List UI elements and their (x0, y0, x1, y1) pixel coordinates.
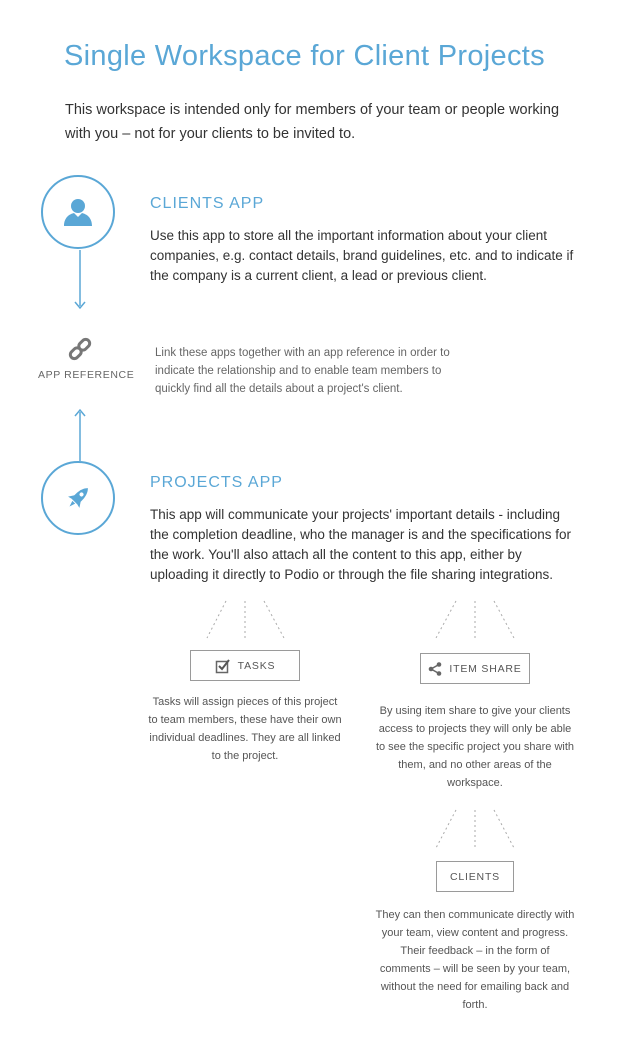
tasks-box (190, 650, 300, 681)
clients-fan-lines (436, 810, 514, 848)
clients-app-circle (41, 175, 115, 249)
tasks-label: TASKS (237, 659, 276, 672)
page-title: Single Workspace for Client Projects (64, 40, 545, 72)
app-reference-body: Link these apps together with an app reference in order to indicate the relationship and to enable team members to quickly find all the details about a project's client. (155, 347, 450, 395)
item-share-label: ITEM SHARE (449, 662, 522, 675)
clients-box (436, 861, 514, 892)
clients-body: They can then communicate directly with your team, view content and progress. Their feedback – in the form of comments – will be seen by your team, without the need for emailing back and forth. (375, 909, 575, 1011)
clients-app-heading: CLIENTS APP (150, 195, 265, 212)
person-icon (61, 195, 95, 229)
rocket-icon (61, 481, 95, 515)
projects-app-body: This app will communicate your projects' important details - including the completion deadline, who the manager is and the specifications for the work. You'll also attach all the content to this app, either by uploading it directly to Podio or through the file sharing integrations. (150, 507, 572, 582)
item-share-fan-lines (436, 601, 514, 638)
share-icon (428, 662, 442, 676)
clients-app-body: Use this app to store all the important information about your client companies, e.g. contact details, brand guidelines, etc. and to indicate if the company is a current client, a lead or previous client. (150, 228, 574, 283)
intro-text: This workspace is intended only for members of your team or people working with you – not for your clients to be invited to. (65, 102, 560, 142)
projects-app-heading: PROJECTS APP (150, 474, 283, 491)
link-icon (66, 335, 94, 363)
item-share-body: By using item share to give your clients access to projects they will only be able to see the specific project you share with them, and no other areas of the workspace. (375, 705, 575, 789)
item-share-box (420, 653, 530, 684)
clients-label: CLIENTS (450, 870, 500, 883)
tasks-body: Tasks will assign pieces of this project to team members, these have their own individual deadlines. They are all linked to the project. (148, 696, 342, 762)
tasks-fan-lines (207, 601, 284, 638)
app-reference-label: APP REFERENCE (38, 369, 135, 381)
projects-app-circle (41, 461, 115, 535)
checkbox-icon (215, 658, 231, 674)
